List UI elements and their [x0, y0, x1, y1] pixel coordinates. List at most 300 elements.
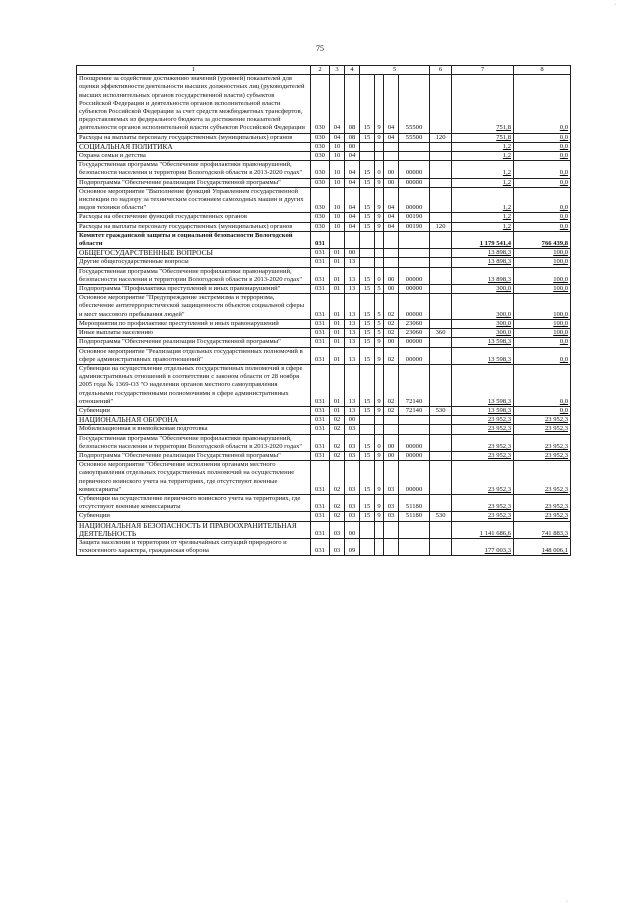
row-subsection-code: 04 — [345, 161, 360, 178]
row-section-code: 03 — [330, 538, 345, 555]
row-target-code-d — [399, 152, 430, 161]
row-expense-type — [430, 285, 452, 294]
row-target-code-c: 00 — [384, 178, 399, 187]
row-amount-8: 23 952,3 — [514, 425, 571, 434]
header-row — [77, 66, 571, 75]
row-ved-code: 030 — [311, 75, 330, 133]
row-name: Государственная программа "Обеспечение профилактики правонарушений, безопасности населения и территории Вологодской области в 2013-2020 годах" — [77, 267, 311, 284]
row-section-code: 04 — [330, 133, 345, 142]
row-name: НАЦИОНАЛЬНАЯ БЕЗОПАСНОСТЬ И ПРАВООХРАНИТЕЛЬНАЯ ДЕЯТЕЛЬНОСТЬ — [77, 521, 311, 538]
row-section-code: 01 — [330, 258, 345, 267]
row-target-code-a — [360, 416, 375, 425]
row-ved-code: 030 — [311, 142, 330, 151]
row-amount-7: 23 952,3 — [452, 425, 514, 434]
row-expense-type — [430, 249, 452, 258]
row-target-code-a: 15 — [360, 329, 375, 338]
row-expense-type — [430, 152, 452, 161]
table-row — [77, 416, 571, 425]
row-amount-8: 23 952,3 — [514, 451, 571, 460]
row-target-code-c: 04 — [384, 75, 399, 133]
row-section-code: 01 — [330, 267, 345, 284]
table-row — [77, 538, 571, 555]
row-ved-code: 031 — [311, 406, 330, 415]
row-target-code-d — [399, 416, 430, 425]
table-row — [77, 347, 571, 364]
row-expense-type — [430, 142, 452, 151]
row-target-code-c: 04 — [384, 222, 399, 231]
row-amount-8: 100,0 — [514, 258, 571, 267]
header-cell: 2 — [311, 66, 330, 75]
row-subsection-code: 13 — [345, 347, 360, 364]
row-name: Подпрограмма "Обеспечение реализации Государственной программы" — [77, 451, 311, 460]
row-amount-7: 1,2 — [452, 178, 514, 187]
row-name: Государственная программа "Обеспечение профилактики правонарушений, безопасности населения и территории Вологодской области в 2013-2020 годах" — [77, 161, 311, 178]
header-cell: 5 — [360, 66, 430, 75]
row-target-code-b: 5 — [375, 319, 384, 328]
row-target-code-d: 00000 — [399, 294, 430, 320]
row-target-code-a: 15 — [360, 364, 375, 406]
row-target-code-d: 00000 — [399, 178, 430, 187]
row-target-code-c: 02 — [384, 347, 399, 364]
row-target-code-a — [360, 538, 375, 555]
row-target-code-c: 04 — [384, 213, 399, 222]
row-target-code-c: 02 — [384, 329, 399, 338]
row-ved-code: 031 — [311, 347, 330, 364]
row-amount-7: 23 952,3 — [452, 494, 514, 511]
row-target-code-b: 9 — [375, 364, 384, 406]
row-ved-code: 031 — [311, 434, 330, 451]
row-name: Основное мероприятие "Реализация отдельных государственных полномочий в сфере административных правоотношений" — [77, 347, 311, 364]
row-ved-code: 031 — [311, 285, 330, 294]
row-amount-8: 0,0 — [514, 187, 571, 213]
table-row — [77, 152, 571, 161]
row-amount-7: 23 952,3 — [452, 416, 514, 425]
row-target-code-b: 9 — [375, 451, 384, 460]
row-amount-7: 1,2 — [452, 152, 514, 161]
table-row — [77, 75, 571, 133]
row-target-code-d: 00000 — [399, 347, 430, 364]
row-target-code-b: 9 — [375, 461, 384, 495]
row-target-code-b: 9 — [375, 347, 384, 364]
row-name: Защита населения и территории от чрезвычайных ситуаций природного и техногенного характера, гражданская оборона — [77, 538, 311, 555]
row-target-code-a: 15 — [360, 319, 375, 328]
edge-mark: · — [614, 2, 616, 8]
row-target-code-d: 72140 — [399, 406, 430, 415]
row-amount-7: 300,0 — [452, 319, 514, 328]
row-ved-code: 031 — [311, 512, 330, 521]
row-target-code-a: 15 — [360, 161, 375, 178]
row-ved-code: 030 — [311, 178, 330, 187]
row-ved-code: 031 — [311, 319, 330, 328]
row-target-code-b: 9 — [375, 406, 384, 415]
row-section-code: 10 — [330, 213, 345, 222]
table-row — [77, 364, 571, 406]
row-target-code-b: 9 — [375, 178, 384, 187]
row-section-code: 10 — [330, 142, 345, 151]
row-target-code-c: 02 — [384, 364, 399, 406]
row-target-code-d: 51180 — [399, 512, 430, 521]
row-expense-type: 120 — [430, 133, 452, 142]
row-target-code-c: 00 — [384, 285, 399, 294]
row-amount-7: 13 598,3 — [452, 347, 514, 364]
row-ved-code: 030 — [311, 213, 330, 222]
row-target-code-b: 9 — [375, 512, 384, 521]
row-amount-7: 1,2 — [452, 222, 514, 231]
row-target-code-b — [375, 249, 384, 258]
row-target-code-d: 00000 — [399, 451, 430, 460]
row-target-code-d: 00000 — [399, 267, 430, 284]
row-target-code-c: 03 — [384, 461, 399, 495]
table-row — [77, 329, 571, 338]
row-amount-7: 300,0 — [452, 329, 514, 338]
row-amount-8: 0,0 — [514, 213, 571, 222]
row-name: Расходы на выплаты персоналу государственных (муниципальных) органов — [77, 133, 311, 142]
row-amount-7: 13 898,3 — [452, 258, 514, 267]
row-target-code-a: 15 — [360, 347, 375, 364]
table-row — [77, 249, 571, 258]
row-ved-code: 031 — [311, 521, 330, 538]
header-cell: 1 — [77, 66, 311, 75]
row-name: Подпрограмма "Обеспечение реализации Государственной программы" — [77, 178, 311, 187]
row-expense-type — [430, 213, 452, 222]
row-name: Подпрограмма "Профилактика преступлений и иных правонарушений" — [77, 285, 311, 294]
row-subsection-code: 03 — [345, 425, 360, 434]
row-subsection-code: 13 — [345, 406, 360, 415]
row-target-code-c: 04 — [384, 133, 399, 142]
row-name: ОБЩЕГОСУДАРСТВЕННЫЕ ВОПРОСЫ — [77, 249, 311, 258]
row-expense-type — [430, 231, 452, 248]
row-amount-7: 1,2 — [452, 142, 514, 151]
row-target-code-c — [384, 152, 399, 161]
row-name: Основное мероприятие "Предупреждение экстремизма и терроризма, обеспечение антитеррористической защищенности объектов социальной сферы и мест массового пребывания людей" — [77, 294, 311, 320]
row-target-code-d: 00190 — [399, 222, 430, 231]
row-amount-8: 0,0 — [514, 364, 571, 406]
table-row — [77, 178, 571, 187]
row-expense-type — [430, 338, 452, 347]
table-row — [77, 213, 571, 222]
row-amount-8: 23 952,3 — [514, 461, 571, 495]
row-target-code-a: 15 — [360, 406, 375, 415]
row-target-code-a: 15 — [360, 213, 375, 222]
row-ved-code: 031 — [311, 364, 330, 406]
row-target-code-d: 00000 — [399, 285, 430, 294]
row-name: Подпрограмма "Обеспечение реализации Государственной программы" — [77, 338, 311, 347]
row-section-code: 10 — [330, 161, 345, 178]
row-ved-code: 031 — [311, 258, 330, 267]
row-amount-8: 100,0 — [514, 294, 571, 320]
row-amount-8: 766 439,8 — [514, 231, 571, 248]
row-target-code-b — [375, 416, 384, 425]
row-subsection-code: 00 — [345, 521, 360, 538]
row-target-code-d: 55500 — [399, 75, 430, 133]
row-target-code-b: 9 — [375, 213, 384, 222]
row-target-code-b — [375, 258, 384, 267]
row-target-code-a: 15 — [360, 434, 375, 451]
table-row — [77, 142, 571, 151]
row-ved-code: 031 — [311, 249, 330, 258]
table-row — [77, 425, 571, 434]
row-name: Иные выплаты населению — [77, 329, 311, 338]
row-expense-type — [430, 319, 452, 328]
row-target-code-c: 03 — [384, 512, 399, 521]
row-amount-7: 13 898,3 — [452, 267, 514, 284]
row-target-code-c — [384, 258, 399, 267]
table-row — [77, 494, 571, 511]
row-section-code: 10 — [330, 178, 345, 187]
row-target-code-a — [360, 142, 375, 151]
row-section-code: 01 — [330, 364, 345, 406]
row-amount-8: 0,0 — [514, 152, 571, 161]
row-target-code-b: 5 — [375, 329, 384, 338]
row-name: Субвенции — [77, 512, 311, 521]
row-target-code-b: 0 — [375, 161, 384, 178]
row-section-code — [330, 231, 345, 248]
row-name: Расходы на обеспечение функций государственных органов — [77, 213, 311, 222]
row-target-code-c: 02 — [384, 319, 399, 328]
row-subsection-code: 04 — [345, 178, 360, 187]
row-target-code-a — [360, 152, 375, 161]
row-subsection-code: 13 — [345, 267, 360, 284]
row-section-code: 01 — [330, 319, 345, 328]
row-target-code-a — [360, 231, 375, 248]
row-target-code-a — [360, 258, 375, 267]
row-name: Другие общегосударственные вопросы — [77, 258, 311, 267]
row-section-code: 02 — [330, 451, 345, 460]
row-target-code-c: 02 — [384, 294, 399, 320]
row-expense-type — [430, 434, 452, 451]
row-target-code-b: 0 — [375, 267, 384, 284]
row-subsection-code: 09 — [345, 538, 360, 555]
row-expense-type — [430, 538, 452, 555]
row-section-code: 01 — [330, 329, 345, 338]
row-name: Основное мероприятие "Обеспечение исполнения органами местного самоуправления отдельных государственных полномочий на осуществление первичного воинского учета на территориях, где отсутствуют военные комиссариаты" — [77, 461, 311, 495]
header-cell: 3 — [330, 66, 345, 75]
row-expense-type — [430, 161, 452, 178]
row-ved-code: 031 — [311, 338, 330, 347]
row-section-code: 02 — [330, 494, 345, 511]
row-section-code: 01 — [330, 338, 345, 347]
row-target-code-c — [384, 425, 399, 434]
header-cell: 4 — [345, 66, 360, 75]
row-name: Охрана семьи и детства — [77, 152, 311, 161]
row-name: Основное мероприятие "Выполнение функций Управлением государственной инспекции по надзору за техническим состоянием самоходных машин и других видов техники области" — [77, 187, 311, 213]
row-expense-type — [430, 187, 452, 213]
row-subsection-code: 13 — [345, 285, 360, 294]
row-section-code: 10 — [330, 187, 345, 213]
row-amount-7: 300,0 — [452, 285, 514, 294]
row-amount-7: 1,2 — [452, 187, 514, 213]
row-target-code-c: 00 — [384, 434, 399, 451]
row-section-code: 01 — [330, 285, 345, 294]
row-target-code-d — [399, 249, 430, 258]
row-section-code: 02 — [330, 434, 345, 451]
row-subsection-code: 03 — [345, 451, 360, 460]
row-target-code-c — [384, 538, 399, 555]
row-subsection-code: 03 — [345, 494, 360, 511]
row-target-code-b — [375, 538, 384, 555]
row-target-code-b — [375, 521, 384, 538]
header-cell: 8 — [514, 66, 571, 75]
row-amount-7: 751,8 — [452, 133, 514, 142]
row-expense-type — [430, 494, 452, 511]
row-name: Субвенции — [77, 406, 311, 415]
row-ved-code: 031 — [311, 267, 330, 284]
row-section-code: 01 — [330, 294, 345, 320]
row-section-code: 02 — [330, 512, 345, 521]
row-amount-7: 751,8 — [452, 75, 514, 133]
budget-table — [76, 65, 571, 556]
row-target-code-d: 51180 — [399, 494, 430, 511]
row-target-code-d: 23060 — [399, 319, 430, 328]
row-target-code-b: 5 — [375, 294, 384, 320]
row-amount-8: 0,0 — [514, 222, 571, 231]
row-name: Субвенции на осуществление первичного воинского учета на территориях, где отсутствуют военные комиссариаты — [77, 494, 311, 511]
row-target-code-c: 00 — [384, 267, 399, 284]
table-row — [77, 521, 571, 538]
row-target-code-a: 15 — [360, 512, 375, 521]
row-target-code-a: 15 — [360, 267, 375, 284]
row-expense-type — [430, 178, 452, 187]
row-amount-8: 100,0 — [514, 319, 571, 328]
row-target-code-a — [360, 521, 375, 538]
row-expense-type — [430, 451, 452, 460]
row-target-code-a: 15 — [360, 285, 375, 294]
row-amount-7: 1 179 541,4 — [452, 231, 514, 248]
row-amount-7: 1,2 — [452, 213, 514, 222]
row-ved-code: 031 — [311, 231, 330, 248]
row-target-code-c — [384, 521, 399, 538]
row-target-code-c — [384, 142, 399, 151]
row-subsection-code: 03 — [345, 512, 360, 521]
table-row — [77, 512, 571, 521]
table-row — [77, 434, 571, 451]
row-target-code-d — [399, 231, 430, 248]
row-amount-7: 177 003,3 — [452, 538, 514, 555]
row-subsection-code: 13 — [345, 258, 360, 267]
row-target-code-b: 9 — [375, 187, 384, 213]
table-row — [77, 294, 571, 320]
row-subsection-code: 00 — [345, 142, 360, 151]
header-cell: 7 — [452, 66, 514, 75]
row-section-code: 02 — [330, 416, 345, 425]
row-target-code-a — [360, 249, 375, 258]
row-ved-code: 031 — [311, 425, 330, 434]
row-amount-7: 300,0 — [452, 294, 514, 320]
row-subsection-code: 00 — [345, 249, 360, 258]
row-target-code-d: 23060 — [399, 329, 430, 338]
row-amount-8: 0,0 — [514, 161, 571, 178]
row-amount-7: 23 952,3 — [452, 512, 514, 521]
row-target-code-a — [360, 425, 375, 434]
row-amount-7: 23 952,3 — [452, 434, 514, 451]
row-section-code: 04 — [330, 75, 345, 133]
row-section-code: 01 — [330, 249, 345, 258]
edge-mark: · — [566, 899, 568, 905]
row-expense-type: 360 — [430, 329, 452, 338]
row-target-code-a: 15 — [360, 494, 375, 511]
row-amount-8: 23 952,3 — [514, 434, 571, 451]
row-subsection-code: 08 — [345, 75, 360, 133]
table-row — [77, 258, 571, 267]
row-ved-code: 030 — [311, 187, 330, 213]
row-target-code-b — [375, 231, 384, 248]
row-amount-8: 0,0 — [514, 406, 571, 415]
row-target-code-d — [399, 521, 430, 538]
table-row — [77, 187, 571, 213]
table-row — [77, 267, 571, 284]
row-expense-type — [430, 75, 452, 133]
row-amount-8: 100,0 — [514, 267, 571, 284]
row-ved-code: 031 — [311, 451, 330, 460]
row-target-code-b: 5 — [375, 285, 384, 294]
table-row — [77, 406, 571, 415]
row-target-code-d: 00000 — [399, 161, 430, 178]
row-subsection-code: 13 — [345, 319, 360, 328]
table-row — [77, 285, 571, 294]
row-amount-7: 13 598,3 — [452, 338, 514, 347]
row-expense-type: 530 — [430, 406, 452, 415]
row-ved-code: 031 — [311, 294, 330, 320]
row-target-code-d — [399, 425, 430, 434]
row-ved-code: 031 — [311, 461, 330, 495]
row-expense-type: 120 — [430, 222, 452, 231]
row-expense-type — [430, 347, 452, 364]
row-section-code: 03 — [330, 521, 345, 538]
row-subsection-code: 13 — [345, 294, 360, 320]
row-ved-code: 031 — [311, 329, 330, 338]
row-target-code-b — [375, 152, 384, 161]
row-amount-8: 100,0 — [514, 329, 571, 338]
row-ved-code: 031 — [311, 494, 330, 511]
row-target-code-a: 15 — [360, 461, 375, 495]
row-expense-type — [430, 416, 452, 425]
row-amount-8: 0,0 — [514, 338, 571, 347]
row-name: Мобилизационная и вневойсковая подготовка — [77, 425, 311, 434]
row-target-code-d — [399, 538, 430, 555]
row-amount-8: 0,0 — [514, 133, 571, 142]
row-target-code-c — [384, 231, 399, 248]
row-expense-type — [430, 258, 452, 267]
row-subsection-code: 03 — [345, 461, 360, 495]
row-target-code-a: 15 — [360, 294, 375, 320]
row-target-code-c: 00 — [384, 338, 399, 347]
row-target-code-b: 9 — [375, 75, 384, 133]
table-row — [77, 133, 571, 142]
row-expense-type: 530 — [430, 512, 452, 521]
row-name: Государственная программа "Обеспечение профилактики правонарушений, безопасности населения и территории Вологодской области в 2013-2020 годах" — [77, 434, 311, 451]
table-row — [77, 319, 571, 328]
row-target-code-b — [375, 425, 384, 434]
row-ved-code: 031 — [311, 538, 330, 555]
row-amount-8: 0,0 — [514, 75, 571, 133]
row-subsection-code: 04 — [345, 222, 360, 231]
row-target-code-b: 9 — [375, 133, 384, 142]
row-target-code-c — [384, 249, 399, 258]
row-amount-8: 23 952,3 — [514, 494, 571, 511]
row-target-code-a: 15 — [360, 338, 375, 347]
row-subsection-code: 04 — [345, 152, 360, 161]
row-target-code-c: 00 — [384, 451, 399, 460]
table-row — [77, 461, 571, 495]
table-row — [77, 231, 571, 248]
row-subsection-code — [345, 231, 360, 248]
row-expense-type — [430, 267, 452, 284]
row-target-code-d: 00190 — [399, 213, 430, 222]
row-name: Поощрение за содействие достижению значений (уровней) показателей для оценки эффективности деятельности высших должностных лиц (руководителей высших исполнительных органов государственной власти) субъектов Российской Федерации и деятельности органов исполнительной власти субъектов Российской Федерации за счет средств межбюджетных трансфертов, предоставляемых из федерального бюджета за достижение показателей деятельности органов исполнительной власти субъектов Российской Федерации — [77, 75, 311, 133]
row-target-code-a: 15 — [360, 222, 375, 231]
row-amount-7: 23 952,3 — [452, 461, 514, 495]
table-row — [77, 222, 571, 231]
